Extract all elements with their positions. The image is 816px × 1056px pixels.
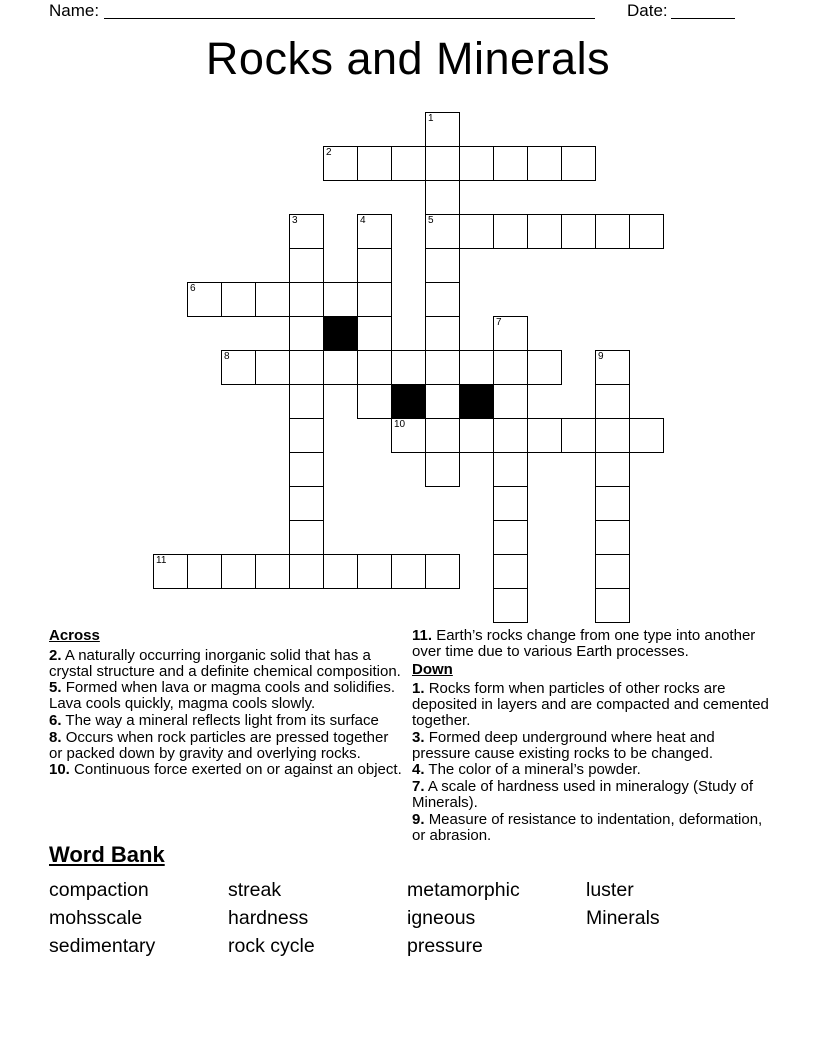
word-bank-column: [407, 876, 586, 960]
grid-cell: [629, 214, 664, 249]
grid-cell: [629, 418, 664, 453]
grid-cell-number: 7: [496, 317, 502, 328]
grid-cell: [459, 214, 494, 249]
grid-cell-number: 5: [428, 215, 434, 226]
grid-cell: [493, 520, 528, 555]
grid-cell: [425, 384, 460, 419]
clue: [49, 762, 403, 778]
grid-cell: [289, 554, 324, 589]
clue-number: 9.: [412, 810, 425, 828]
word-bank-column: [49, 876, 228, 960]
grid-cell: [493, 554, 528, 589]
grid-cell: [493, 486, 528, 521]
grid-cell: [357, 350, 392, 385]
grid-cell: [459, 146, 494, 181]
grid-cell: [561, 146, 596, 181]
clue: [412, 812, 774, 844]
grid-cell: [255, 554, 290, 589]
grid-cell: [527, 214, 562, 249]
word-bank-heading: Word Bank: [49, 842, 165, 867]
grid-cell-number: 8: [224, 351, 230, 362]
grid-cell: [391, 350, 426, 385]
clue-text: The way a mineral reflects light from its surface: [65, 711, 379, 729]
grid-cell-number: 4: [360, 215, 366, 226]
clue-text: A scale of hardness used in mineralogy (Study of Minerals).: [412, 778, 754, 811]
grid-cell: [425, 112, 460, 147]
grid-cell: [493, 384, 528, 419]
clue-number: 5.: [49, 679, 62, 697]
word-bank-word: luster: [586, 879, 634, 901]
grid-cell: [425, 282, 460, 317]
clue: [49, 680, 403, 712]
word-bank-word: pressure: [407, 935, 483, 957]
clue-text: Rocks form when particles of other rocks are deposited in layers and are compacted and cemented together.: [412, 680, 769, 729]
grid-cell: [221, 350, 256, 385]
grid-cell: [527, 146, 562, 181]
grid-cell-number: 11: [156, 555, 167, 566]
grid-cell: [425, 350, 460, 385]
grid-cell: [357, 384, 392, 419]
clue-number: 4.: [412, 761, 425, 779]
clue-text: Earth’s rocks change from one type into another over time due to various Earth processes.: [412, 627, 756, 660]
down-heading: Down: [412, 660, 453, 678]
grid-cell: [595, 418, 630, 453]
name-blank-line: [104, 0, 595, 19]
grid-cell: [425, 452, 460, 487]
grid-cell: [595, 452, 630, 487]
grid-cell: [425, 418, 460, 453]
word-bank-column: [586, 876, 765, 960]
clue-text: Formed deep underground where heat and pressure cause existing rocks to be changed.: [412, 728, 715, 762]
clue-number: 10.: [49, 761, 70, 779]
grid-cell: [187, 554, 222, 589]
grid-cell: [357, 146, 392, 181]
grid-black-cell: [323, 316, 358, 351]
grid-cell: [459, 350, 494, 385]
grid-cell: [391, 418, 426, 453]
clue: [49, 730, 403, 762]
grid-cell: [357, 214, 392, 249]
grid-cell: [595, 214, 630, 249]
across-heading: Across: [49, 627, 100, 644]
clue: [412, 628, 774, 660]
clue-text: Measure of resistance to indentation, deformation, or abrasion.: [412, 810, 763, 844]
down-clue-list: [412, 681, 774, 843]
grid-cell: [561, 214, 596, 249]
grid-cell: [425, 146, 460, 181]
grid-cell: [289, 282, 324, 317]
date-blank-line: [671, 0, 735, 19]
grid-cell: [323, 146, 358, 181]
word-bank-columns: [49, 876, 779, 960]
grid-cell: [323, 350, 358, 385]
grid-black-cell: [459, 384, 494, 419]
across-clue-list: [49, 648, 403, 778]
page-title: Rocks and Minerals: [205, 33, 611, 84]
grid-cell: [425, 214, 460, 249]
grid-cell: [595, 588, 630, 623]
clue-text: Continuous force exerted on or against an object.: [74, 761, 402, 779]
clue: [412, 779, 774, 811]
across-clues-column: [49, 628, 403, 779]
grid-cell: [289, 452, 324, 487]
clue: [49, 648, 403, 680]
grid-cell: [289, 316, 324, 351]
grid-cell-number: 9: [598, 351, 604, 362]
grid-cell: [153, 554, 188, 589]
grid-cell: [255, 350, 290, 385]
grid-cell: [493, 452, 528, 487]
grid-cell: [493, 214, 528, 249]
clue-number: 7.: [412, 778, 425, 796]
grid-cell: [595, 554, 630, 589]
grid-cell: [289, 248, 324, 283]
grid-cell-number: 10: [394, 419, 406, 430]
clue: [412, 762, 774, 778]
word-bank-word: streak: [228, 879, 282, 901]
grid-cell: [357, 282, 392, 317]
grid-cell: [289, 384, 324, 419]
clue-text: Formed when lava or magma cools and solidifies. Lava cools quickly, magma cools slowly.: [49, 679, 396, 713]
word-bank-word: rock cycle: [228, 935, 315, 957]
grid-cell: [595, 520, 630, 555]
date-label: Date:: [627, 1, 668, 20]
grid-cell: [221, 282, 256, 317]
grid-cell: [561, 418, 596, 453]
grid-cell: [425, 180, 460, 215]
grid-cell: [289, 520, 324, 555]
grid-cell: [493, 350, 528, 385]
grid-cell-number: 6: [190, 283, 196, 294]
clue-text: A naturally occurring inorganic solid that has a crystal structure and a definite chemical composition.: [49, 646, 401, 680]
grid-cell: [357, 554, 392, 589]
name-label: Name:: [49, 1, 100, 20]
word-bank-word: hardness: [228, 907, 309, 929]
grid-cell: [391, 554, 426, 589]
clue: [49, 713, 403, 729]
grid-cell: [289, 214, 324, 249]
grid-cell: [255, 282, 290, 317]
grid-cell-number: 3: [292, 215, 298, 226]
clue-number: 2.: [49, 646, 62, 664]
clue-text: The color of a mineral’s powder.: [428, 761, 641, 779]
grid-cell: [459, 418, 494, 453]
clue-number: 8.: [49, 728, 62, 746]
grid-cell: [289, 486, 324, 521]
grid-cell: [595, 384, 630, 419]
grid-cell: [289, 418, 324, 453]
grid-cell: [221, 554, 256, 589]
word-bank-word: igneous: [407, 907, 476, 929]
grid-cell: [493, 146, 528, 181]
across-clue-overflow: [412, 628, 774, 660]
grid-cell: [595, 350, 630, 385]
grid-cell: [391, 146, 426, 181]
grid-cell: [357, 316, 392, 351]
word-bank-word: mohsscale: [49, 907, 143, 929]
grid-cell: [527, 418, 562, 453]
grid-cell: [527, 350, 562, 385]
clue-number: 1.: [412, 680, 425, 698]
word-bank-word: metamorphic: [407, 879, 520, 901]
word-bank-word: sedimentary: [49, 935, 156, 957]
grid-cell: [493, 316, 528, 351]
down-clues-column: [412, 628, 774, 844]
clue-number: 6.: [49, 711, 62, 729]
clue-number: 11.: [412, 627, 433, 644]
grid-cell: [289, 350, 324, 385]
grid-cell: [187, 282, 222, 317]
clue: [412, 730, 774, 762]
grid-cell: [323, 282, 358, 317]
grid-cell: [425, 316, 460, 351]
grid-cell: [595, 486, 630, 521]
grid-cell-number: 2: [326, 147, 332, 158]
word-bank-word: Minerals: [586, 907, 660, 929]
grid-cell: [425, 248, 460, 283]
grid-cell-number: 1: [428, 113, 434, 124]
grid-cell: [493, 588, 528, 623]
grid-cell: [323, 554, 358, 589]
grid-black-cell: [391, 384, 426, 419]
grid-cell: [357, 248, 392, 283]
word-bank-column: [228, 876, 407, 960]
word-bank: [49, 842, 779, 960]
grid-cell: [425, 554, 460, 589]
clue: [412, 681, 774, 728]
word-bank-word: compaction: [49, 879, 149, 901]
grid-cell: [493, 418, 528, 453]
clue-text: Occurs when rock particles are pressed together or packed down by gravity and overlying rocks.: [49, 728, 389, 762]
clue-number: 3.: [412, 728, 425, 746]
